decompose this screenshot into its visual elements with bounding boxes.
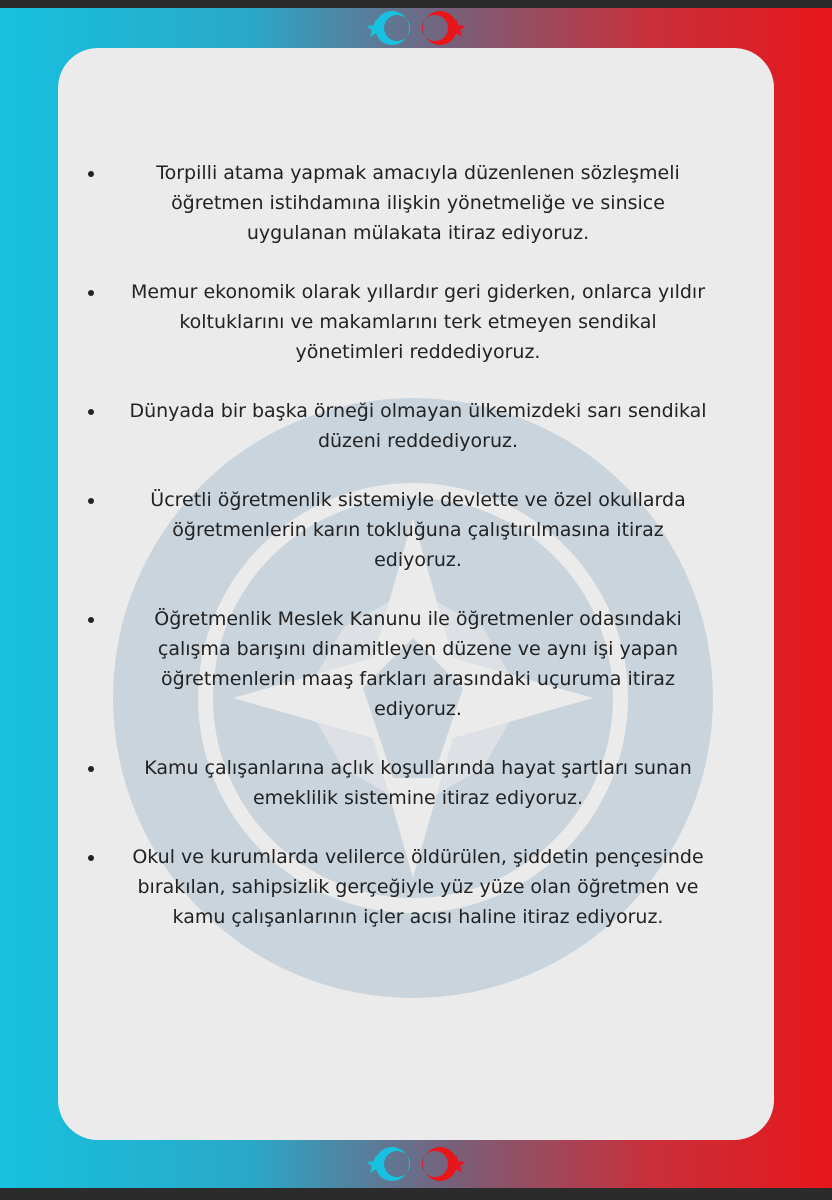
item-text: Öğretmenlik Meslek Kanunu ile öğretmenler odasındaki çalışma barışını dinamitleyen düzene ve aynı işi yapan öğretmenlerin maaş farkları arasındaki uçuruma itiraz ediyoruz.: [154, 608, 682, 720]
item-text: Okul ve kurumlarda velilerce öldürülen, şiddetin pençesinde bırakılan, sahipsizlik gerçeğiyle yüz yüze olan öğretmen ve kamu çalışanlarının içler acısı haline itiraz ediyoruz.: [132, 846, 704, 928]
top-emblem: [360, 8, 472, 52]
list-item: [58, 604, 774, 724]
bullet-icon: [88, 171, 94, 177]
bullet-icon: [88, 409, 94, 415]
list-item: [58, 485, 774, 575]
content-card: [58, 48, 774, 1140]
bullet-icon: [88, 498, 94, 504]
bullet-icon: [88, 617, 94, 623]
poster-background: [0, 8, 832, 1188]
bottom-emblem: [360, 1144, 472, 1188]
top-border: [0, 0, 832, 8]
bullet-icon: [88, 766, 94, 772]
item-text: Kamu çalışanlarına açlık koşullarında hayat şartları sunan emeklilik sistemine itiraz ediyoruz.: [144, 757, 692, 809]
crescent-icon: [375, 1147, 410, 1181]
bullet-icon: [88, 290, 94, 296]
bullet-icon: [88, 855, 94, 861]
list-item: [58, 396, 774, 456]
list-item: [58, 842, 774, 932]
list-item: [58, 277, 774, 367]
crescent-icon: [375, 11, 410, 45]
demands-list: [58, 158, 774, 961]
item-text: Memur ekonomik olarak yıllardır geri giderken, onlarca yıldır koltuklarını ve makamlarını terk etmeyen sendikal yönetimleri reddediyoruz.: [130, 281, 706, 363]
item-text: Dünyada bir başka örneği olmayan ülkemizdeki sarı sendikal düzeni reddediyoruz.: [129, 400, 707, 452]
item-text: Ücretli öğretmenlik sistemiyle devlette ve özel okullarda öğretmenlerin karın tokluğuna çalıştırılmasına itiraz ediyoruz.: [150, 489, 686, 571]
list-item: [58, 158, 774, 248]
bottom-border: [0, 1188, 832, 1200]
list-item: [58, 753, 774, 813]
item-text: Torpilli atama yapmak amacıyla düzenlenen sözleşmeli öğretmen istihdamına ilişkin yönetmeliğe ve sinsice uygulanan mülakata itiraz ediyoruz.: [156, 162, 680, 244]
